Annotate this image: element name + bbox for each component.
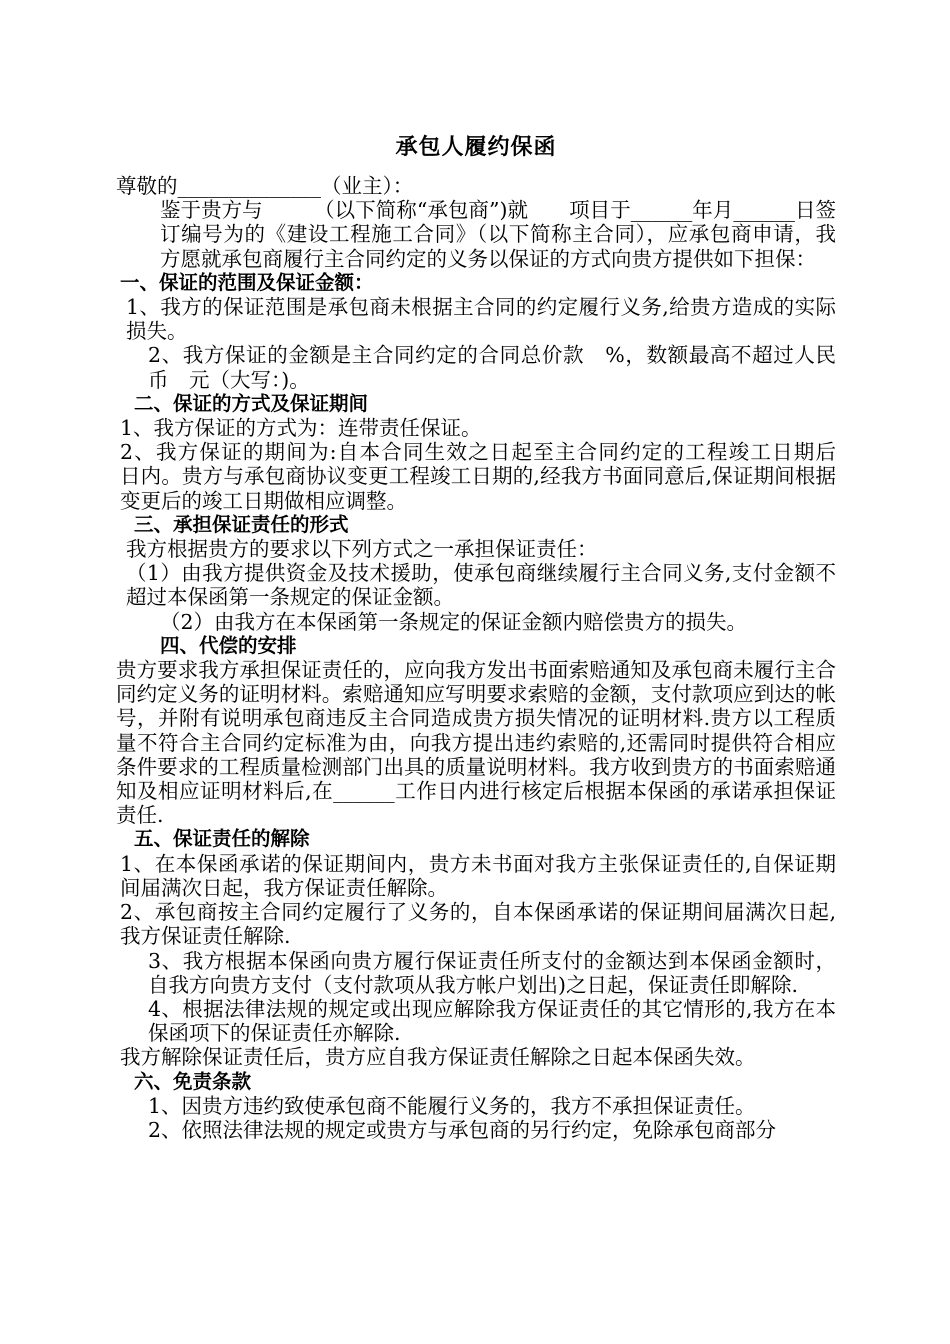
- section-4-para-1: 贵方要求我方承担保证责任的，应向我方发出书面索赔通知及承包商未履行主合同约定义务的证明材料。索赔通知应写明要求索赔的金额，支付款项应到达的帐号，并附有说明承包商违反主合同造成贵方损失情况的证明材料.贵方以工程质量不符合主合同约定标准为由，向我方提出违约索赔的,还需同时提供符合相应条件要求的工程质量检测部门出具的质量说明材料。我方收到贵方的书面索赔通知及相应证明材料后,在______工作日内进行核定后根据本保函的承诺承担保证责任.: [116, 658, 836, 828]
- document-page: [116, 134, 857, 1142]
- section-3-para-3: （2）由我方在本保函第一条规定的保证金额内赔偿贵方的损失。: [160, 609, 748, 634]
- section-5-para-1: 1、在本保函承诺的保证期间内，贵方未书面对我方主张保证责任的,自保证期间届满次日起，我方保证责任解除。: [120, 851, 836, 900]
- section-1-para-1: 1、我方的保证范围是承包商未根据主合同的约定履行义务,给贵方造成的实际损失。: [126, 295, 836, 344]
- section-5-para-4: 4、根据法律法规的规定或出现应解除我方保证责任的其它情形的,我方在本保函项下的保证责任亦解除.: [148, 996, 836, 1046]
- section-2-heading: 二、保证的方式及保证期间: [134, 391, 369, 415]
- section-6-para-2: 2、依照法律法规的规定或贵方与承包商的另行约定，免除承包商部分: [148, 1117, 777, 1142]
- section-5-para-5: 我方解除保证责任后，贵方应自我方保证责任解除之日起本保函失效。: [120, 1045, 756, 1070]
- section-5-para-3: 3、我方根据本保函向贵方履行保证责任所支付的金额达到本保函金额时，自我方向贵方支付（支付款项从我方帐户划出)之日起，保证责任即解除.: [148, 948, 836, 997]
- section-2-para-1: 1、我方保证的方式为：连带责任保证。: [120, 416, 482, 441]
- section-6-para-1: 1、因贵方违约致使承包商不能履行义务的，我方不承担保证责任。: [148, 1093, 756, 1118]
- section-2-para-2: 2、我方保证的期间为:自本合同生效之日起至主合同约定的工程竣工日期后 日内。贵方与承包商协议变更工程竣工日期的,经我方书面同意后,保证期间根据变更后的竣工日期做相应调整。: [120, 440, 857, 513]
- intro-paragraph: 鉴于贵方与 （以下简称“承包商”)就 项目于______年月______日签订编号为的《建设工程施工合同》（以下简称主合同），应承包商申请，我方愿就承包商履行主合同约定的义务以保证的方式向贵方提供如下担保：: [160, 198, 836, 271]
- section-1-heading: 一、保证的范围及保证金额：: [120, 270, 374, 294]
- section-3-heading: 三、承担保证责任的形式: [134, 512, 349, 536]
- section-3-para-1: 我方根据贵方的要求以下列方式之一承担保证责任：: [126, 537, 598, 562]
- document-title: 承包人履约保函: [395, 135, 557, 160]
- section-5-para-2: 2、承包商按主合同约定履行了义务的，自本保函承诺的保证期间届满次日起,我方保证责任解除.: [120, 900, 836, 949]
- section-6-heading: 六、免责条款: [134, 1069, 252, 1093]
- section-1-para-2: 2、我方保证的金额是主合同约定的合同总价款 %，数额最高不超过人民币 元（大写：)。: [148, 343, 836, 392]
- section-4-heading: 四、代偿的安排: [160, 633, 297, 657]
- section-3-para-2: （1）由我方提供资金及技术援助，使承包商继续履行主合同义务,支付金额不超过本保函第一条规定的保证金额。: [126, 561, 836, 610]
- section-5-heading: 五、保证责任的解除: [134, 827, 310, 851]
- salutation: 尊敬的______________（业主）：: [116, 174, 414, 198]
